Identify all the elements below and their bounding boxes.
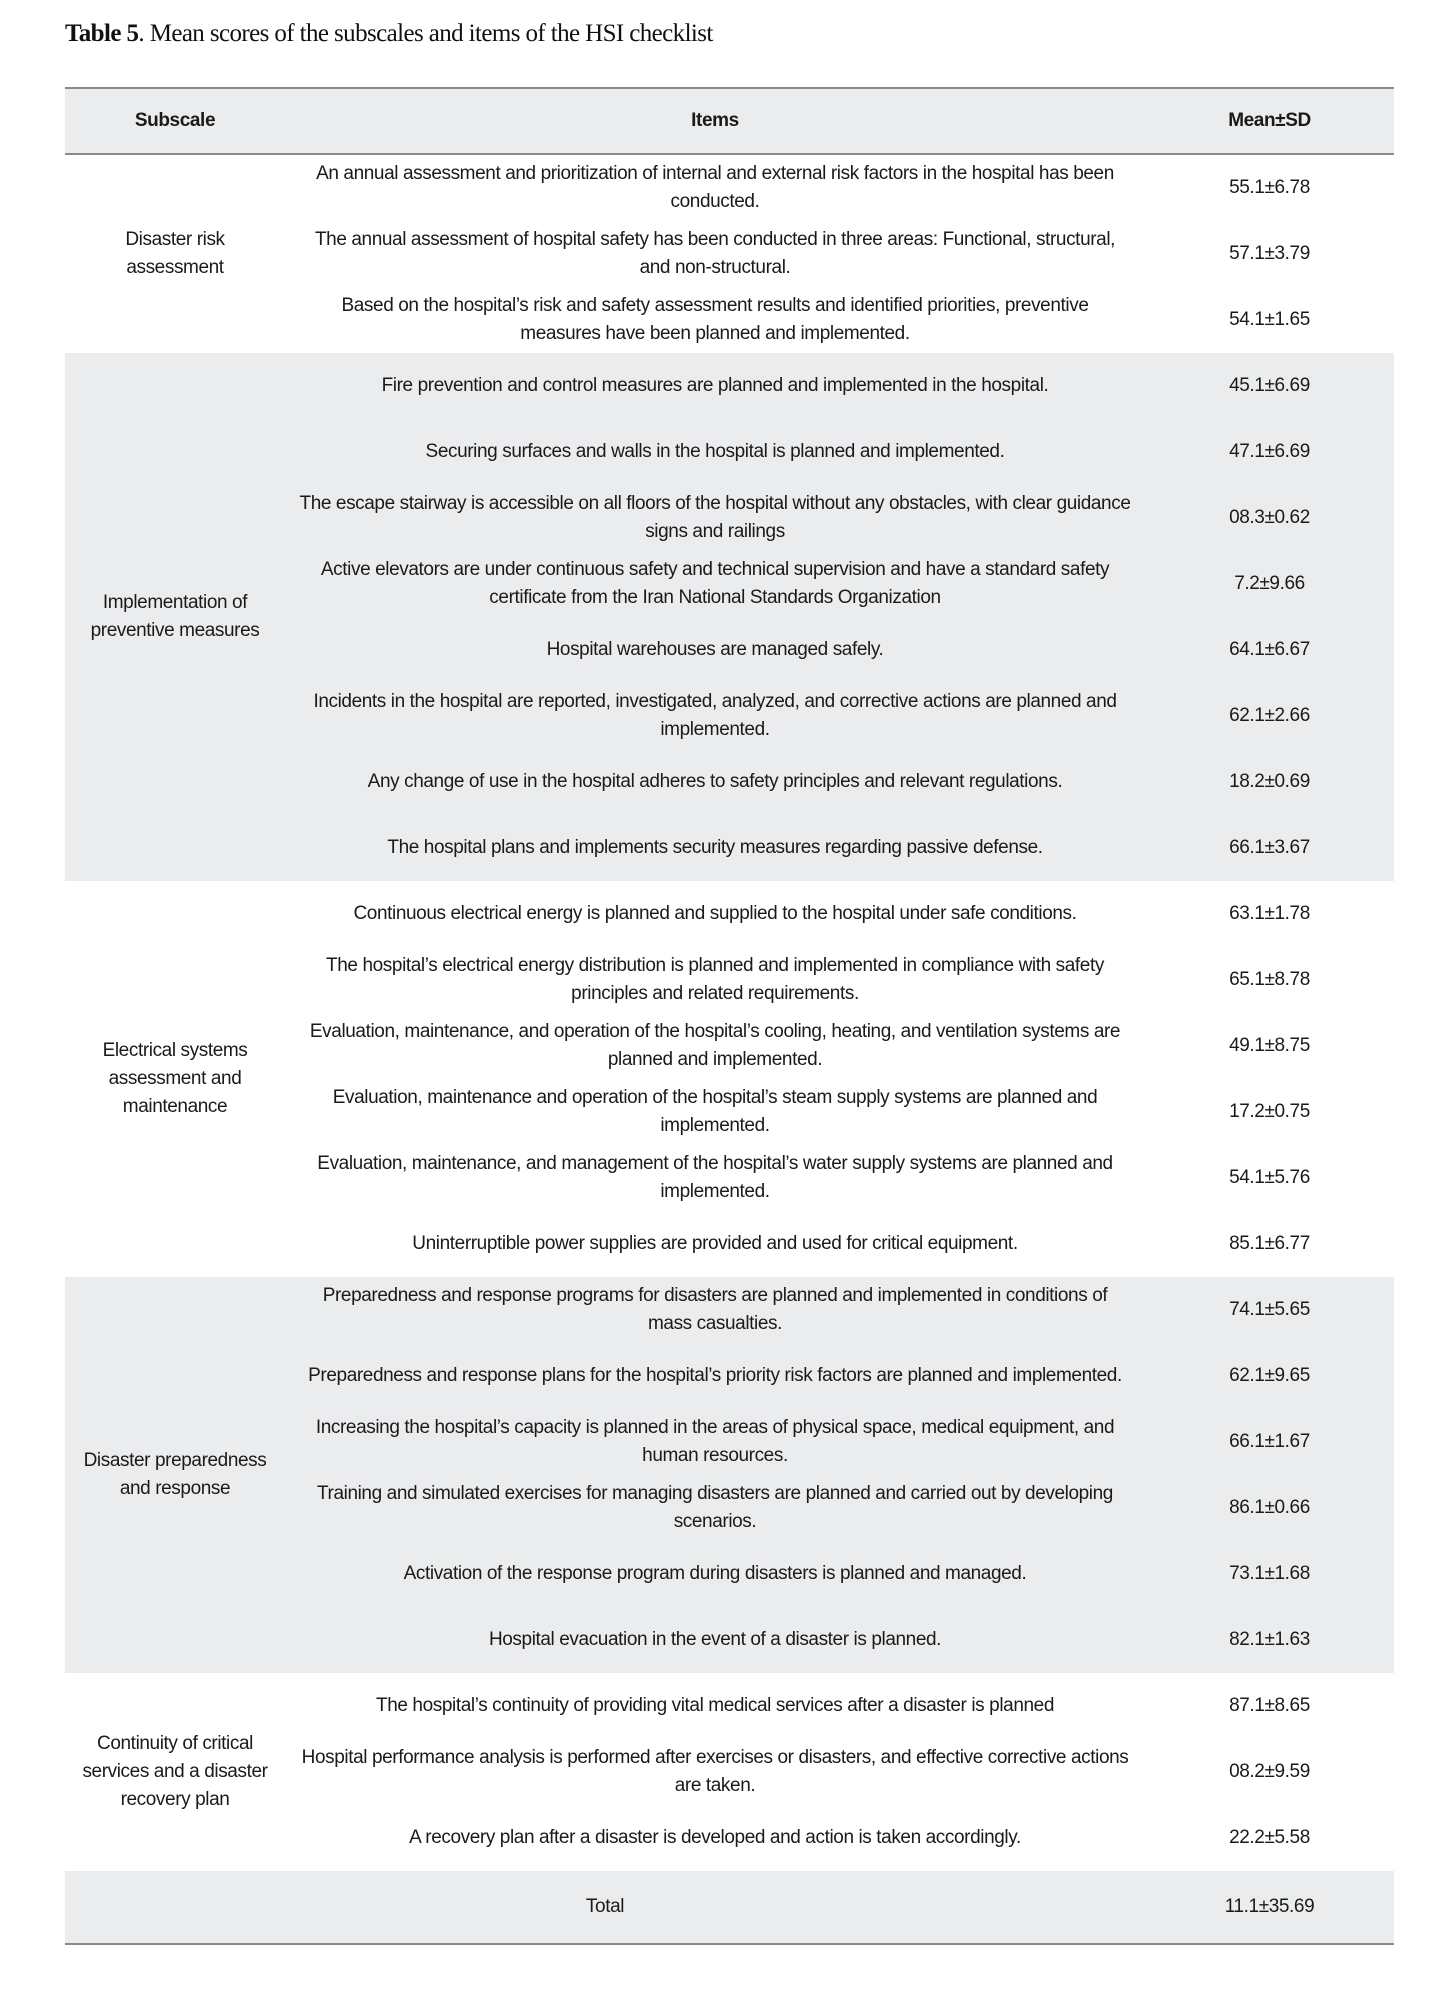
item-cell: A recovery plan after a disaster is developed and action is taken accordingly. — [409, 1827, 1021, 1848]
item-cell: Based on the hospital’s risk and safety assessment results and identified priorities, preventive measures have been planned and implemented. — [341, 295, 1089, 344]
table-row — [65, 1673, 1394, 1739]
group-disaster-risk-assessment — [65, 154, 1394, 353]
mean-sd-cell: 73.1±1.68 — [1229, 1563, 1310, 1584]
table-row — [65, 353, 1394, 419]
mean-sd-cell: 18.2±0.69 — [1229, 771, 1310, 792]
mean-sd-cell: 08.3±0.62 — [1229, 507, 1310, 528]
total-label: Total — [585, 1896, 625, 1917]
total-value: 11.1±35.69 — [1224, 1896, 1315, 1917]
item-cell: Preparedness and response programs for disasters are planned and implemented in conditions of mass casualties. — [322, 1285, 1108, 1334]
item-cell: Training and simulated exercises for managing disasters are planned and carried out by developing scenarios. — [317, 1483, 1113, 1532]
mean-sd-cell: 82.1±1.63 — [1229, 1629, 1310, 1650]
item-cell: The hospital’s continuity of providing vital medical services after a disaster is planned — [376, 1695, 1054, 1716]
mean-sd-cell: 87.1±8.65 — [1229, 1695, 1310, 1716]
item-cell: Any change of use in the hospital adheres to safety principles and relevant regulations. — [367, 771, 1063, 792]
table-caption — [65, 20, 713, 48]
group-disaster-preparedness-and-response — [65, 1277, 1394, 1673]
item-cell: Continuous electrical energy is planned and supplied to the hospital under safe conditions. — [353, 903, 1077, 924]
table-header — [65, 88, 1394, 154]
mean-sd-cell: 86.1±0.66 — [1229, 1497, 1310, 1518]
mean-sd-cell: 47.1±6.69 — [1229, 441, 1310, 462]
item-cell: Hospital evacuation in the event of a disaster is planned. — [488, 1629, 942, 1650]
table-row — [65, 881, 1394, 947]
mean-sd-cell: 17.2±0.75 — [1229, 1101, 1310, 1122]
item-cell: Active elevators are under continuous safety and technical supervision and have a standard safety certificate from the Iran National Standards Organization — [320, 559, 1110, 608]
item-cell: Activation of the response program during disasters is planned and managed. — [403, 1563, 1027, 1584]
table-caption-text: . Mean scores of the subscales and items of the HSI checklist — [138, 20, 713, 47]
mean-sd-cell: 66.1±1.67 — [1229, 1431, 1310, 1452]
item-cell: The hospital’s electrical energy distribution is planned and implemented in compliance with safety principles and related requirements. — [326, 955, 1104, 1004]
group-electrical-systems — [65, 881, 1394, 1277]
mean-sd-cell: 49.1±8.75 — [1229, 1035, 1310, 1056]
item-cell: Preparedness and response plans for the hospital’s priority risk factors are planned and implemented. — [308, 1365, 1122, 1386]
group-continuity-and-recovery — [65, 1673, 1394, 1871]
item-cell: Evaluation, maintenance, and management of the hospital’s water supply systems are planned and implemented. — [317, 1153, 1113, 1202]
item-cell: Incidents in the hospital are reported, investigated, analyzed, and corrective actions are planned and implemented. — [313, 691, 1117, 740]
mean-sd-cell: 57.1±3.79 — [1229, 243, 1310, 264]
subscale-cell: Implementation of preventive measures — [90, 592, 260, 641]
mean-sd-cell: 64.1±6.67 — [1229, 639, 1310, 660]
item-cell: Securing surfaces and walls in the hospital is planned and implemented. — [425, 441, 1005, 462]
table-caption-label: Table 5 — [65, 20, 139, 47]
item-cell: The annual assessment of hospital safety has been conducted in three areas: Functional, structural, and non-structural. — [314, 229, 1116, 278]
mean-sd-cell: 22.2±5.58 — [1229, 1827, 1310, 1848]
header-subscale: Subscale — [134, 110, 216, 131]
mean-sd-cell: 66.1±3.67 — [1229, 837, 1310, 858]
mean-sd-cell: 74.1±5.65 — [1229, 1299, 1310, 1320]
item-cell: Uninterruptible power supplies are provided and used for critical equipment. — [412, 1233, 1018, 1254]
header-items: Items — [691, 110, 739, 131]
mean-sd-cell: 54.1±5.76 — [1229, 1167, 1310, 1188]
subscale-cell: Disaster preparedness and response — [83, 1450, 267, 1499]
item-cell: Hospital performance analysis is performed after exercises or disasters, and effective corrective actions are taken. — [301, 1747, 1129, 1796]
table-row — [65, 154, 1394, 221]
item-cell: Increasing the hospital’s capacity is planned in the areas of physical space, medical equipment, and human resources. — [315, 1417, 1115, 1466]
mean-sd-cell: 62.1±2.66 — [1229, 705, 1310, 726]
subscale-cell: Continuity of critical services and a disaster recovery plan — [82, 1733, 268, 1810]
item-cell: Fire prevention and control measures are planned and implemented in the hospital. — [381, 375, 1049, 396]
item-cell: The hospital plans and implements security measures regarding passive defense. — [387, 837, 1043, 858]
table-footer — [65, 1871, 1394, 1944]
header-row — [65, 88, 1394, 154]
mean-sd-cell: 7.2±9.66 — [1234, 573, 1305, 594]
mean-sd-cell: 63.1±1.78 — [1229, 903, 1310, 924]
mean-sd-cell: 45.1±6.69 — [1229, 375, 1310, 396]
total-row — [65, 1871, 1394, 1944]
mean-sd-cell: 65.1±8.78 — [1229, 969, 1310, 990]
mean-sd-cell: 62.1±9.65 — [1229, 1365, 1310, 1386]
item-cell: Evaluation, maintenance, and operation of the hospital’s cooling, heating, and ventilation systems are planned and implemented. — [309, 1021, 1121, 1070]
mean-sd-cell: 55.1±6.78 — [1229, 177, 1310, 198]
header-mean-sd: Mean±SD — [1228, 110, 1311, 131]
item-cell: Evaluation, maintenance and operation of the hospital’s steam supply systems are planned and implemented. — [332, 1087, 1098, 1136]
item-cell: Hospital warehouses are managed safely. — [546, 639, 884, 660]
hsi-mean-scores-table — [65, 87, 1394, 1945]
group-implementation-of-preventive-measures — [65, 353, 1394, 881]
item-cell: The escape stairway is accessible on all floors of the hospital without any obstacles, with clear guidance signs and railings — [299, 493, 1131, 542]
mean-sd-cell: 85.1±6.77 — [1229, 1233, 1310, 1254]
item-cell: An annual assessment and prioritization of internal and external risk factors in the hospital has been conducted. — [316, 163, 1114, 212]
mean-sd-cell: 08.2±9.59 — [1229, 1761, 1310, 1782]
subscale-cell: Electrical systems assessment and maintenance — [102, 1040, 248, 1117]
mean-sd-cell: 54.1±1.65 — [1229, 309, 1310, 330]
subscale-cell: Disaster risk assessment — [125, 229, 225, 278]
table-row — [65, 1277, 1394, 1343]
